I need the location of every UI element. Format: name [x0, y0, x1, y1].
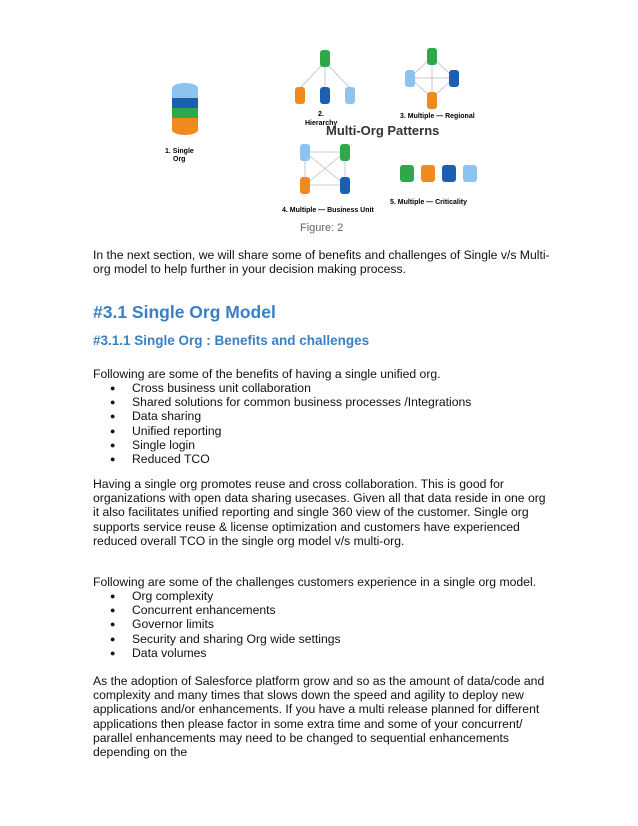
pattern-4-label: 4. Multiple — Business Unit [282, 207, 374, 214]
pattern-3-label: 3. Multiple — Regional [400, 113, 475, 120]
single-org-stack-icon [172, 83, 198, 135]
benefits-list [110, 381, 471, 466]
pattern-1-label-line1: 1. Single [165, 148, 194, 155]
figure-diagram [150, 40, 490, 220]
pattern-2-label-line1: 2. [318, 111, 324, 118]
intro-paragraph: In the next section, we will share some of benefits and challenges of Single v/s Multi-org model to help further in your decision making process. [93, 248, 550, 277]
pattern-1-label-line2: Org [173, 156, 186, 163]
challenges-intro: Following are some of the challenges customers experience in a single org model. [93, 575, 537, 589]
criticality-diagram-icon [400, 165, 477, 182]
list-item: ● Org complexity [110, 589, 341, 603]
list-item: ● Data volumes [110, 646, 341, 660]
business-unit-diagram-icon [305, 152, 345, 185]
list-item: ● Data sharing [110, 409, 471, 423]
challenges-list [110, 589, 341, 660]
list-item: ● Reduced TCO [110, 452, 471, 466]
section-heading: #3.1 Single Org Model [93, 302, 276, 322]
subsection-heading: #3.1.1 Single Org : Benefits and challenges [93, 333, 370, 348]
list-item: ● Cross business unit collaboration [110, 381, 471, 395]
list-item: ● Unified reporting [110, 424, 471, 438]
pattern-2-label-line2: Hierarchy [305, 120, 338, 127]
figure-title: Multi-Org Patterns [326, 123, 440, 138]
figure-caption: Figure: 2 [300, 222, 344, 234]
pattern-5-label: 5. Multiple — Criticality [390, 199, 468, 206]
multi-org-patterns-figure [150, 40, 490, 220]
list-item: ● Governor limits [110, 617, 341, 631]
list-item: ● Shared solutions for common business processes /Integrations [110, 395, 471, 409]
list-item: ● Concurrent enhancements [110, 603, 341, 617]
closing-paragraph: As the adoption of Salesforce platform grow and so as the amount of data/code and complexity and many times that slows down the speed and agility to deploy new applications and/or enhancements. If you have a multi release planned for different applications then please factor in some extra time and some of your concurrent/ parallel enhancements may need to be changed to sequential enhancements depending on the [93, 674, 545, 760]
benefits-paragraph: Having a single org promotes reuse and cross collaboration. This is good for organizations with open data sharing usecases. Given all that data reside in one org it also facilitates unified reporting and single 360 view of the customer. Single org supports service reuse & license optimization and customers have experienced reduced overall TCO in the single org model v/s multi-org. [93, 477, 546, 548]
list-item: ● Single login [110, 438, 471, 452]
list-item: ● Security and sharing Org wide settings [110, 632, 341, 646]
benefits-intro: Following are some of the benefits of having a single unified org. [93, 367, 441, 381]
